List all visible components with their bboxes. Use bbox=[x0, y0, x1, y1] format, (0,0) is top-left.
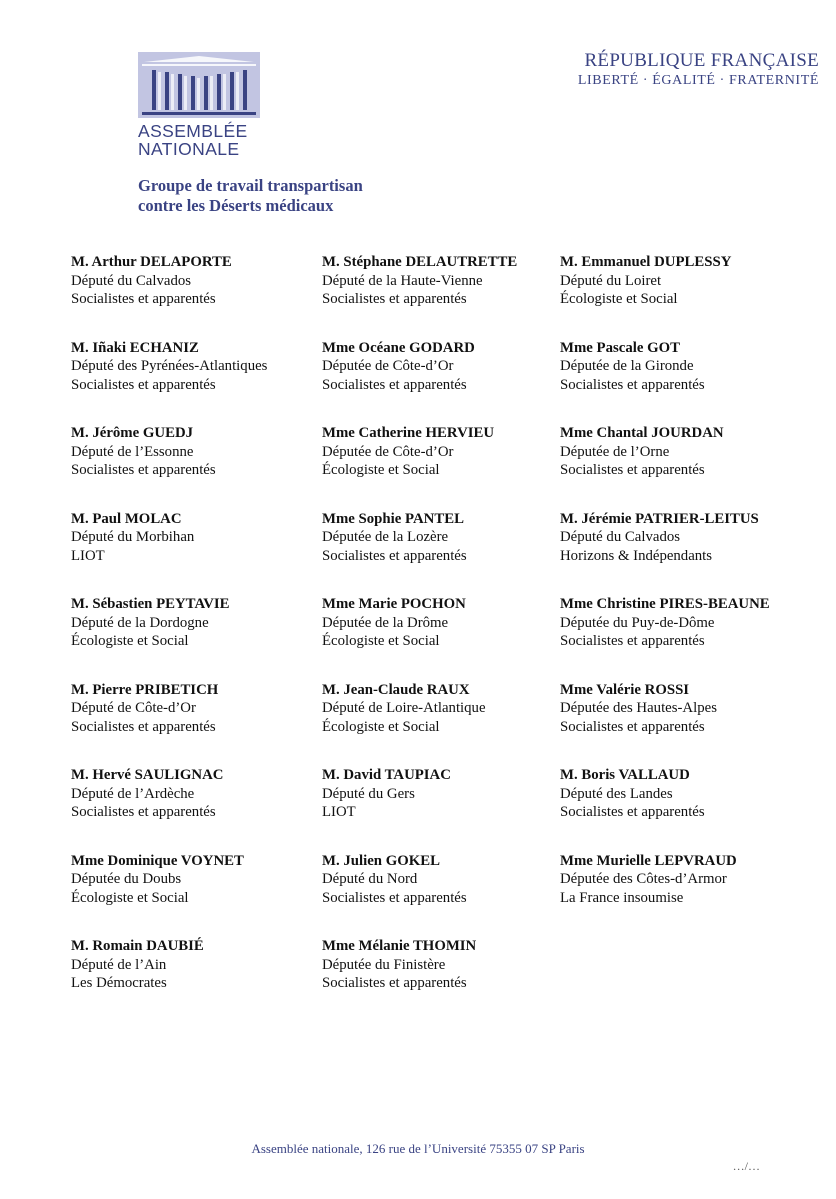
member-group: Socialistes et apparentés bbox=[322, 547, 467, 564]
member-group: Socialistes et apparentés bbox=[560, 633, 705, 650]
member-name: Mme Océane GODARD bbox=[322, 339, 475, 356]
logo-line-2: NATIONALE bbox=[138, 139, 240, 159]
member-role: Député du Morbihan bbox=[71, 529, 195, 546]
member-role: Député des Landes bbox=[560, 785, 673, 802]
group-title bbox=[138, 176, 363, 216]
member-name: M. Pierre PRIBETICH bbox=[71, 681, 219, 698]
member-role: Député de l’Ardèche bbox=[71, 785, 195, 802]
member-role: Députée des Côtes-d’Armor bbox=[560, 871, 727, 888]
member-entry bbox=[560, 681, 810, 737]
member-group: Socialistes et apparentés bbox=[71, 291, 216, 308]
member-name: M. Hervé SAULIGNAC bbox=[71, 767, 224, 783]
member-name: M. Julien GOKEL bbox=[322, 852, 440, 869]
member-group: Socialistes et apparentés bbox=[322, 376, 467, 393]
member-entry bbox=[322, 852, 572, 908]
member-group: Écologiste et Social bbox=[322, 718, 440, 735]
member-group: Socialistes et apparentés bbox=[322, 889, 467, 906]
member-role: Députée du Doubs bbox=[71, 871, 182, 888]
member-group: Socialistes et apparentés bbox=[560, 462, 705, 479]
member-group: Écologiste et Social bbox=[322, 462, 440, 479]
member-name: Mme Dominique VOYNET bbox=[71, 852, 244, 869]
member-name: M. Stéphane DELAUTRETTE bbox=[322, 254, 518, 270]
member-role: Député de l’Essonne bbox=[71, 443, 194, 460]
member-name: M. Jérôme GUEDJ bbox=[71, 425, 194, 441]
member-entry bbox=[71, 766, 321, 822]
group-title-line-2: contre les Déserts médicaux bbox=[138, 196, 334, 215]
member-name: M. Romain DAUBIÉ bbox=[71, 938, 204, 954]
page-indicator: …/… bbox=[732, 1159, 760, 1173]
member-name: Mme Marie POCHON bbox=[322, 596, 466, 612]
member-entry bbox=[322, 510, 572, 566]
member-group: Les Démocrates bbox=[71, 975, 167, 992]
member-role: Député de Côte-d’Or bbox=[71, 700, 196, 717]
member-name: M. Iñaki ECHANIZ bbox=[71, 339, 199, 356]
member-group: Socialistes et apparentés bbox=[560, 376, 705, 393]
member-role: Députée de Côte-d’Or bbox=[322, 358, 454, 375]
member-entry bbox=[560, 339, 810, 395]
member-entry bbox=[322, 595, 572, 651]
member-entry bbox=[322, 424, 572, 480]
member-entry bbox=[560, 424, 810, 480]
member-name: Mme Mélanie THOMIN bbox=[322, 938, 477, 954]
member-role: Député du Loiret bbox=[560, 272, 662, 289]
member-entry bbox=[71, 595, 321, 651]
member-entry bbox=[322, 937, 572, 993]
member-entry bbox=[322, 339, 572, 395]
logo-line-1: ASSEMBLÉE bbox=[138, 121, 248, 141]
member-group: Socialistes et apparentés bbox=[71, 462, 216, 479]
member-name: M. Jean-Claude RAUX bbox=[322, 681, 470, 698]
member-name: M. David TAUPIAC bbox=[322, 767, 451, 783]
member-name: Mme Valérie ROSSI bbox=[560, 681, 690, 698]
member-group: Écologiste et Social bbox=[71, 633, 189, 650]
member-name: Mme Pascale GOT bbox=[560, 339, 680, 356]
member-entry bbox=[560, 595, 810, 651]
member-group: Écologiste et Social bbox=[322, 633, 440, 650]
member-entry bbox=[560, 852, 810, 908]
member-entry bbox=[71, 339, 321, 395]
member-entry bbox=[71, 937, 321, 993]
member-group: LIOT bbox=[322, 804, 356, 821]
member-role: Députée de la Drôme bbox=[322, 614, 449, 631]
member-entry bbox=[560, 253, 810, 309]
member-name: M. Emmanuel DUPLESSY bbox=[560, 254, 732, 270]
member-role: Député de la Dordogne bbox=[71, 614, 209, 631]
footer-address: Assemblée nationale, 126 rue de l’Université 75355 07 SP Paris bbox=[251, 1141, 585, 1156]
group-title-line-1: Groupe de travail transpartisan bbox=[138, 176, 363, 195]
member-group: Horizons & Indépendants bbox=[560, 547, 713, 564]
member-group: Socialistes et apparentés bbox=[322, 291, 467, 308]
member-group: LIOT bbox=[71, 547, 105, 564]
member-role: Député de la Haute-Vienne bbox=[322, 272, 483, 289]
member-role: Député du Calvados bbox=[560, 529, 680, 546]
member-name: Mme Sophie PANTEL bbox=[322, 510, 464, 527]
hemicycle-emblem bbox=[138, 52, 260, 118]
member-group: Socialistes et apparentés bbox=[71, 376, 216, 393]
member-entry bbox=[71, 852, 321, 908]
member-group: Socialistes et apparentés bbox=[71, 718, 216, 735]
member-role: Députée de l’Orne bbox=[560, 443, 670, 460]
member-name: M. Jérémie PATRIER-LEITUS bbox=[560, 510, 759, 527]
member-role: Députée de la Lozère bbox=[322, 529, 449, 546]
member-entry bbox=[71, 253, 321, 309]
member-group: Socialistes et apparentés bbox=[322, 975, 467, 992]
member-entry bbox=[560, 510, 810, 566]
member-role: Député du Nord bbox=[322, 871, 418, 888]
member-entry bbox=[322, 766, 572, 822]
member-role: Députée des Hautes-Alpes bbox=[560, 700, 717, 717]
member-name: Mme Christine PIRES-BEAUNE bbox=[560, 596, 770, 612]
member-role: Députée de la Gironde bbox=[560, 358, 694, 375]
member-role: Député de l’Ain bbox=[71, 956, 167, 973]
member-entry bbox=[322, 681, 572, 737]
member-entry bbox=[71, 681, 321, 737]
republic-motto: LIBERTÉ · ÉGALITÉ · FRATERNITÉ bbox=[577, 73, 819, 88]
member-name: M. Boris VALLAUD bbox=[560, 767, 690, 783]
member-name: Mme Catherine HERVIEU bbox=[322, 425, 495, 441]
member-entry bbox=[560, 766, 810, 822]
member-group: Écologiste et Social bbox=[71, 889, 189, 906]
member-role: Députée du Puy-de-Dôme bbox=[560, 614, 715, 631]
republic-title: RÉPUBLIQUE FRANÇAISE bbox=[584, 50, 819, 71]
member-role: Député du Gers bbox=[322, 785, 415, 802]
member-role: Députée du Finistère bbox=[322, 956, 446, 973]
assemblee-nationale-logo bbox=[138, 52, 260, 158]
member-group: Socialistes et apparentés bbox=[71, 804, 216, 821]
member-name: Mme Murielle LEPVRAUD bbox=[560, 852, 737, 869]
member-group: Socialistes et apparentés bbox=[560, 804, 705, 821]
member-role: Député du Calvados bbox=[71, 272, 191, 289]
member-name: M. Paul MOLAC bbox=[71, 510, 182, 527]
member-entry bbox=[71, 510, 321, 566]
member-role: Député de Loire-Atlantique bbox=[322, 700, 486, 717]
member-group: La France insoumise bbox=[560, 889, 684, 906]
member-entry bbox=[71, 424, 321, 480]
member-name: M. Sébastien PEYTAVIE bbox=[71, 596, 230, 612]
member-group: Écologiste et Social bbox=[560, 291, 678, 308]
member-role: Député des Pyrénées-Atlantiques bbox=[71, 358, 268, 375]
member-name: M. Arthur DELAPORTE bbox=[71, 254, 232, 270]
republique-francaise-header bbox=[578, 50, 819, 90]
member-group: Socialistes et apparentés bbox=[560, 718, 705, 735]
member-name: Mme Chantal JOURDAN bbox=[560, 425, 724, 441]
member-entry bbox=[322, 253, 572, 309]
member-role: Députée de Côte-d’Or bbox=[322, 443, 454, 460]
